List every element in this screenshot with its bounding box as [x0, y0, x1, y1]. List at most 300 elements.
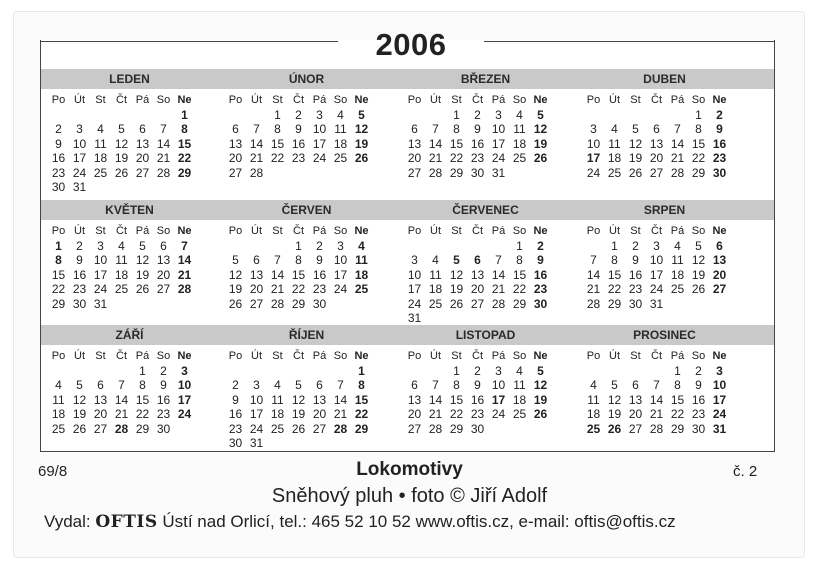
- empty-cell: [48, 108, 69, 123]
- empty-cell: [583, 108, 604, 123]
- day-grid: [225, 93, 372, 180]
- day-cell: 4: [55, 378, 62, 392]
- day-cell: 15: [270, 136, 285, 151]
- day-cell: 18: [670, 267, 685, 282]
- day-cell: 23: [533, 282, 548, 296]
- day-cell: 8: [181, 122, 188, 136]
- day-cell: 8: [695, 122, 702, 136]
- weekday-header: St: [95, 94, 106, 106]
- day-cell: 26: [533, 407, 548, 421]
- day-cell: 15: [354, 392, 369, 407]
- month-červen: [219, 200, 394, 325]
- day-cell: 13: [228, 136, 243, 151]
- empty-cell: [330, 364, 351, 379]
- day-cell: 13: [407, 392, 422, 407]
- publisher-prefix: Vydal:: [44, 512, 96, 531]
- day-cell: 11: [355, 253, 368, 267]
- day-cell: 15: [449, 136, 464, 151]
- weekday-header: Čt: [651, 94, 662, 106]
- day-cell: 13: [649, 136, 664, 151]
- day-cell: 29: [51, 296, 66, 311]
- weekday-header: Čt: [651, 225, 662, 237]
- day-cell: 8: [139, 378, 146, 392]
- day-cell: 11: [334, 122, 347, 136]
- day-cell: 10: [93, 253, 108, 267]
- day-cell: 16: [533, 267, 548, 282]
- day-cell: 22: [449, 151, 464, 165]
- day-cell: 7: [432, 378, 439, 392]
- day-cell: 2: [695, 363, 702, 378]
- day-cell: 27: [628, 421, 643, 436]
- day-cell: 6: [139, 122, 146, 136]
- day-cell: 13: [135, 136, 150, 151]
- day-cell: 27: [156, 282, 171, 296]
- day-cell: 9: [695, 378, 702, 392]
- day-cell: 20: [312, 407, 327, 421]
- weekday-header: Čt: [651, 350, 662, 362]
- day-cell: 1: [674, 363, 681, 378]
- day-cell: 7: [674, 122, 681, 136]
- weekday-header: Pá: [135, 350, 150, 362]
- weekday-header: St: [272, 225, 283, 237]
- weekday-header: Po: [407, 225, 422, 237]
- day-cell: 5: [611, 378, 618, 392]
- empty-cell: [267, 364, 288, 379]
- day-cell: 30: [312, 296, 327, 311]
- weekday-header: Út: [74, 94, 85, 106]
- day-cell: 30: [72, 296, 87, 311]
- weekday-header: Pá: [670, 94, 685, 106]
- day-cell: 2: [232, 378, 239, 392]
- day-cell: 21: [649, 407, 664, 421]
- day-cell: 30: [470, 421, 485, 436]
- day-cell: 3: [495, 107, 502, 122]
- day-cell: 4: [358, 238, 365, 253]
- day-cell: 16: [628, 267, 643, 282]
- day-cell: 18: [512, 136, 527, 151]
- day-cell: 31: [407, 311, 422, 325]
- weekday-header: Ne: [177, 350, 192, 362]
- day-cell: 23: [156, 407, 171, 421]
- weekday-header: Pá: [312, 350, 327, 362]
- day-cell: 20: [470, 282, 485, 296]
- day-cell: 19: [449, 282, 464, 296]
- day-cell: 10: [312, 122, 327, 136]
- empty-cell: [467, 239, 488, 254]
- day-cell: 29: [691, 165, 706, 180]
- day-cell: 14: [428, 392, 443, 407]
- month-name: LEDEN: [109, 72, 150, 86]
- day-cell: 7: [495, 253, 502, 267]
- day-cell: 10: [586, 136, 601, 151]
- day-cell: 23: [291, 151, 306, 165]
- weekday-header: Út: [251, 225, 262, 237]
- day-cell: 16: [470, 136, 485, 151]
- day-cell: 23: [470, 151, 485, 165]
- day-cell: 3: [653, 238, 660, 253]
- day-cell: 18: [428, 282, 443, 296]
- day-cell: 7: [590, 253, 597, 267]
- day-cell: 18: [114, 267, 129, 282]
- day-cell: 25: [333, 151, 348, 165]
- day-cell: 12: [135, 253, 150, 267]
- day-cell: 18: [51, 407, 66, 421]
- weekday-header: Ne: [712, 94, 727, 106]
- day-cell: 21: [177, 267, 192, 282]
- day-cell: 25: [270, 421, 285, 436]
- day-cell: 17: [72, 151, 87, 165]
- weekday-header: Pá: [491, 94, 506, 106]
- day-cell: 19: [135, 267, 150, 282]
- day-cell: 9: [537, 253, 544, 267]
- weekday-header: Čt: [293, 94, 304, 106]
- day-cell: 12: [607, 392, 622, 407]
- day-cell: 16: [470, 392, 485, 407]
- day-cell: 24: [491, 151, 506, 165]
- day-cell: 13: [407, 136, 422, 151]
- day-cell: 27: [407, 421, 422, 436]
- weekday-header: Po: [586, 350, 601, 362]
- day-cell: 29: [512, 296, 527, 311]
- day-cell: 17: [491, 392, 506, 407]
- day-cell: 19: [72, 407, 87, 421]
- weekday-header: Po: [51, 94, 66, 106]
- day-grid: [404, 93, 551, 180]
- day-cell: 15: [51, 267, 66, 282]
- day-cell: 11: [513, 122, 526, 136]
- day-cell: 6: [411, 378, 418, 392]
- day-cell: 26: [449, 296, 464, 311]
- publisher-brand: OFTIS: [95, 512, 158, 532]
- day-cell: 18: [354, 267, 369, 282]
- weekday-header: Ne: [533, 225, 548, 237]
- weekday-header: St: [95, 350, 106, 362]
- day-cell: 27: [712, 282, 727, 296]
- day-cell: 6: [632, 378, 639, 392]
- day-cell: 5: [453, 253, 460, 267]
- day-cell: 1: [695, 107, 702, 122]
- day-cell: 24: [407, 296, 422, 311]
- day-cell: 10: [407, 267, 422, 282]
- day-cell: 21: [156, 151, 171, 165]
- day-cell: 17: [586, 151, 601, 165]
- weekday-header: So: [512, 225, 527, 237]
- weekday-header: Ne: [354, 94, 369, 106]
- weekday-header: St: [95, 225, 106, 237]
- day-cell: 22: [51, 282, 66, 296]
- day-cell: 5: [358, 107, 365, 122]
- day-cell: 19: [291, 407, 306, 421]
- weekday-header: So: [156, 350, 171, 362]
- day-cell: 14: [649, 392, 664, 407]
- day-cell: 17: [333, 267, 348, 282]
- day-cell: 12: [533, 122, 548, 136]
- month-name: DUBEN: [643, 72, 686, 86]
- day-cell: 13: [249, 267, 264, 282]
- weekday-header: Po: [51, 225, 66, 237]
- month-červenec: [398, 200, 573, 325]
- day-cell: 14: [428, 136, 443, 151]
- day-cell: 6: [716, 238, 723, 253]
- day-cell: 12: [72, 392, 87, 407]
- weekday-header: St: [630, 350, 641, 362]
- day-cell: 13: [312, 392, 327, 407]
- empty-cell: [425, 108, 446, 123]
- day-cell: 30: [712, 165, 727, 180]
- day-cell: 29: [449, 165, 464, 180]
- empty-cell: [288, 364, 309, 379]
- day-cell: 13: [156, 253, 171, 267]
- day-cell: 27: [228, 165, 243, 180]
- day-cell: 23: [228, 421, 243, 436]
- weekday-header: So: [333, 225, 348, 237]
- weekday-header: St: [451, 350, 462, 362]
- day-cell: 12: [354, 122, 369, 136]
- day-cell: 22: [670, 407, 685, 421]
- day-cell: 27: [470, 296, 485, 311]
- day-cell: 17: [491, 136, 506, 151]
- day-cell: 14: [156, 136, 171, 151]
- day-cell: 21: [586, 282, 601, 296]
- day-cell: 7: [253, 122, 260, 136]
- day-cell: 5: [632, 122, 639, 136]
- weekday-header: Čt: [116, 225, 127, 237]
- day-cell: 24: [333, 282, 348, 296]
- day-cell: 1: [55, 238, 62, 253]
- day-cell: 11: [429, 267, 442, 282]
- weekday-header: So: [691, 94, 706, 106]
- day-cell: 21: [249, 151, 264, 165]
- day-cell: 4: [674, 238, 681, 253]
- day-cell: 26: [533, 151, 548, 165]
- day-cell: 28: [156, 165, 171, 180]
- day-cell: 3: [253, 378, 260, 392]
- weekday-header: Po: [586, 225, 601, 237]
- empty-cell: [583, 364, 604, 379]
- day-cell: 28: [270, 296, 285, 311]
- day-cell: 17: [649, 267, 664, 282]
- weekday-header: Čt: [293, 350, 304, 362]
- day-cell: 4: [516, 363, 523, 378]
- empty-cell: [646, 108, 667, 123]
- day-cell: 4: [516, 107, 523, 122]
- weekday-header: Čt: [472, 94, 483, 106]
- month-říjen: [219, 325, 394, 450]
- day-cell: 17: [407, 282, 422, 296]
- month-duben: [577, 69, 752, 194]
- day-cell: 1: [453, 363, 460, 378]
- weekday-header: Ne: [533, 350, 548, 362]
- day-cell: 21: [333, 407, 348, 421]
- day-cell: 5: [537, 363, 544, 378]
- weekday-header: Ne: [177, 94, 192, 106]
- day-cell: 4: [274, 378, 281, 392]
- day-cell: 11: [115, 253, 128, 267]
- day-cell: 2: [316, 238, 323, 253]
- month-březen: [398, 69, 573, 194]
- day-cell: 17: [712, 392, 727, 407]
- day-cell: 23: [51, 165, 66, 180]
- day-cell: 27: [649, 165, 664, 180]
- day-cell: 8: [295, 253, 302, 267]
- day-cell: 2: [55, 122, 62, 136]
- day-cell: 9: [76, 253, 83, 267]
- day-cell: 20: [649, 151, 664, 165]
- empty-cell: [604, 108, 625, 123]
- day-grid: [583, 224, 730, 311]
- day-cell: 24: [649, 282, 664, 296]
- empty-cell: [111, 364, 132, 379]
- weekday-header: Čt: [472, 225, 483, 237]
- day-cell: 12: [449, 267, 464, 282]
- month-name: ČERVENEC: [452, 203, 519, 217]
- day-cell: 8: [274, 122, 281, 136]
- day-grid: [225, 349, 372, 451]
- day-cell: 28: [586, 296, 601, 311]
- weekday-header: Út: [74, 350, 85, 362]
- day-cell: 19: [607, 407, 622, 421]
- day-cell: 21: [428, 407, 443, 421]
- day-cell: 12: [691, 253, 706, 267]
- day-cell: 5: [139, 238, 146, 253]
- day-cell: 17: [93, 267, 108, 282]
- day-cell: 16: [712, 136, 727, 151]
- empty-cell: [404, 239, 425, 254]
- empty-cell: [309, 364, 330, 379]
- month-name: ŘÍJEN: [288, 328, 325, 342]
- day-cell: 10: [333, 253, 348, 267]
- day-cell: 11: [608, 136, 621, 151]
- day-cell: 2: [474, 363, 481, 378]
- day-cell: 10: [649, 253, 664, 267]
- empty-cell: [488, 239, 509, 254]
- day-cell: 3: [411, 253, 418, 267]
- weekday-header: Út: [430, 350, 441, 362]
- day-cell: 14: [586, 267, 601, 282]
- day-cell: 8: [453, 122, 460, 136]
- day-cell: 2: [160, 363, 167, 378]
- day-cell: 15: [512, 267, 527, 282]
- day-cell: 9: [316, 253, 323, 267]
- day-cell: 28: [670, 165, 685, 180]
- publisher-details: Ústí nad Orlicí, tel.: 465 52 10 52 www.oftis.cz, e-mail: oftis@oftis.cz: [157, 512, 676, 531]
- day-cell: 22: [607, 282, 622, 296]
- day-cell: 15: [670, 392, 685, 407]
- day-cell: 3: [716, 363, 723, 378]
- day-cell: 2: [537, 238, 544, 253]
- day-cell: 6: [474, 253, 481, 267]
- day-cell: 27: [312, 421, 327, 436]
- day-cell: 4: [118, 238, 125, 253]
- day-cell: 9: [474, 378, 481, 392]
- weekday-header: Ne: [712, 225, 727, 237]
- day-cell: 2: [474, 107, 481, 122]
- day-cell: 13: [470, 267, 485, 282]
- weekday-header: Po: [228, 350, 243, 362]
- day-cell: 8: [453, 378, 460, 392]
- day-cell: 14: [177, 253, 192, 267]
- day-cell: 19: [114, 151, 129, 165]
- day-cell: 25: [428, 296, 443, 311]
- day-cell: 20: [712, 267, 727, 282]
- day-cell: 15: [691, 136, 706, 151]
- weekday-header: Po: [407, 350, 422, 362]
- day-cell: 12: [228, 267, 243, 282]
- day-cell: 27: [135, 165, 150, 180]
- day-cell: 5: [695, 238, 702, 253]
- day-cell: 26: [228, 296, 243, 311]
- day-cell: 24: [249, 421, 264, 436]
- day-cell: 23: [691, 407, 706, 421]
- day-cell: 26: [628, 165, 643, 180]
- day-cell: 18: [607, 151, 622, 165]
- weekday-header: Po: [51, 350, 66, 362]
- weekday-header: So: [333, 350, 348, 362]
- day-cell: 14: [114, 392, 129, 407]
- day-cell: 3: [590, 122, 597, 136]
- day-cell: 15: [135, 392, 150, 407]
- day-cell: 7: [432, 122, 439, 136]
- day-cell: 11: [271, 392, 284, 407]
- weekday-header: Út: [74, 225, 85, 237]
- day-cell: 22: [512, 282, 527, 296]
- day-cell: 22: [354, 407, 369, 421]
- weekday-header: Út: [251, 350, 262, 362]
- day-cell: 6: [316, 378, 323, 392]
- month-name: ÚNOR: [288, 72, 325, 86]
- day-cell: 27: [249, 296, 264, 311]
- day-cell: 2: [716, 107, 723, 122]
- day-grid: [48, 349, 195, 436]
- weekday-header: Út: [430, 94, 441, 106]
- day-cell: 12: [533, 378, 548, 392]
- day-cell: 31: [72, 180, 87, 194]
- month-prosinec: [577, 325, 752, 450]
- day-cell: 16: [228, 407, 243, 421]
- weekday-header: Út: [251, 94, 262, 106]
- month-name: KVĚTEN: [105, 203, 154, 217]
- day-cell: 1: [181, 107, 188, 122]
- empty-cell: [404, 108, 425, 123]
- day-cell: 16: [72, 267, 87, 282]
- day-cell: 6: [253, 253, 260, 267]
- day-cell: 8: [358, 378, 365, 392]
- day-cell: 15: [177, 136, 192, 151]
- day-cell: 30: [533, 296, 548, 311]
- day-cell: 25: [354, 282, 369, 296]
- empty-cell: [132, 108, 153, 123]
- day-cell: 6: [653, 122, 660, 136]
- day-cell: 17: [249, 407, 264, 421]
- empty-cell: [425, 239, 446, 254]
- day-cell: 7: [160, 122, 167, 136]
- day-cell: 19: [691, 267, 706, 282]
- card-number: č. 2: [733, 463, 758, 480]
- day-cell: 3: [97, 238, 104, 253]
- day-cell: 29: [135, 421, 150, 436]
- day-cell: 30: [156, 421, 171, 436]
- day-cell: 20: [93, 407, 108, 421]
- day-cell: 20: [135, 151, 150, 165]
- weekday-header: Čt: [293, 225, 304, 237]
- day-cell: 14: [270, 267, 285, 282]
- day-cell: 22: [270, 151, 285, 165]
- day-cell: 2: [632, 238, 639, 253]
- empty-cell: [90, 108, 111, 123]
- day-cell: 3: [495, 363, 502, 378]
- day-cell: 1: [453, 107, 460, 122]
- day-cell: 24: [712, 407, 727, 421]
